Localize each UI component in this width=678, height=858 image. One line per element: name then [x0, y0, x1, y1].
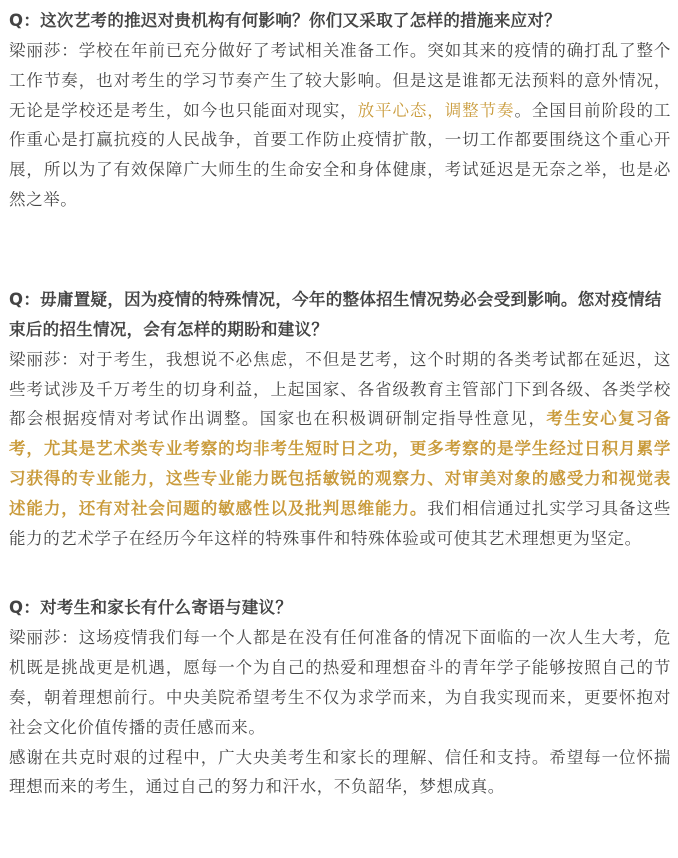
answer-1-highlight: 放平心态，调整节奏: [357, 100, 515, 120]
question-3: Q：对考生和家长有什么寄语与建议？: [9, 598, 293, 618]
section-spacer: [9, 215, 671, 285]
question-2: Q：毋庸置疑，因为疫情的特殊情况，今年的整体招生情况势必会受到影响。您对疫情结束后的招生情况，会有怎样的期盼和建议？: [9, 289, 662, 339]
answer-2-highlight: 考生安心复习备考，尤其是艺术类专业考察的均非考生短时日之功，更多考察的是学生经过日积月累学习获得的专业能力，这些专业能力既包括敏锐的观察力、对审美对象的感受力和视觉表述能力，还有对社会问题的敏感性以及批判思维能力。: [9, 409, 672, 518]
answer-2-text-a: 梁丽莎：对于考生，我想说不必焦虑，不但是艺考，这个时期的各类考试都在延迟，这些考试涉及千万考生的切身利益，上起国家、各省级教育主管部门下到各级、各类学校都会根据疫情对考试作出调整。国家也在积极调研制定指导性意见，: [9, 349, 671, 429]
answer-1-text-b: 。全国目前阶段的工作重心是打赢抗疫的人民战争，首要工作防止疫情扩散，一切工作都要围绕这个重心开展，所以为了有效保障广大师生的生命安全和身体健康，考试延迟是无奈之举，也是必然之举。: [9, 100, 672, 209]
answer-2-text-b: 我们相信通过扎实学习具备这些能力的艺术学子在经历今年这样的特殊事件和特殊体验或可使其艺术理想更为坚定。: [9, 498, 671, 548]
answer-2: [9, 345, 671, 554]
section-spacer: [9, 553, 671, 593]
answer-3-paragraph-1: 梁丽莎：这场疫情我们每一个人都是在没有任何准备的情况下面临的一次人生大考，危机既是挑战更是机遇，愿每一个为自己的热爱和理想奋斗的青年学子能够按照自己的节奏，朝着理想前行。中央美院希望考生不仅为求学而来，为自我实现而来，更要怀抱对社会文化价值传播的责任感而来。: [9, 628, 671, 737]
qa-block-3: [9, 593, 671, 802]
qa-block-2: [9, 285, 671, 554]
answer-1: [9, 36, 671, 215]
question-1: Q：这次艺考的推迟对贵机构有何影响？你们又采取了怎样的措施来应对？: [9, 11, 561, 30]
answer-1-text-a: 梁丽莎：学校在年前已充分做好了考试相关准备工作。突如其来的疫情的确打乱了整个工作节奏，也对考生的学习节奏产生了较大影响。但是这是谁都无法预料的意外情况，无论是学校还是考生，如今也只能面对现实，: [9, 41, 671, 120]
qa-block-1: [9, 6, 671, 215]
answer-3-paragraph-2: 感谢在共克时艰的过程中，广大央美考生和家长的理解、信任和支持。希望每一位怀揣理想而来的考生，通过自己的努力和汗水，不负韶华，梦想成真。: [9, 747, 671, 797]
